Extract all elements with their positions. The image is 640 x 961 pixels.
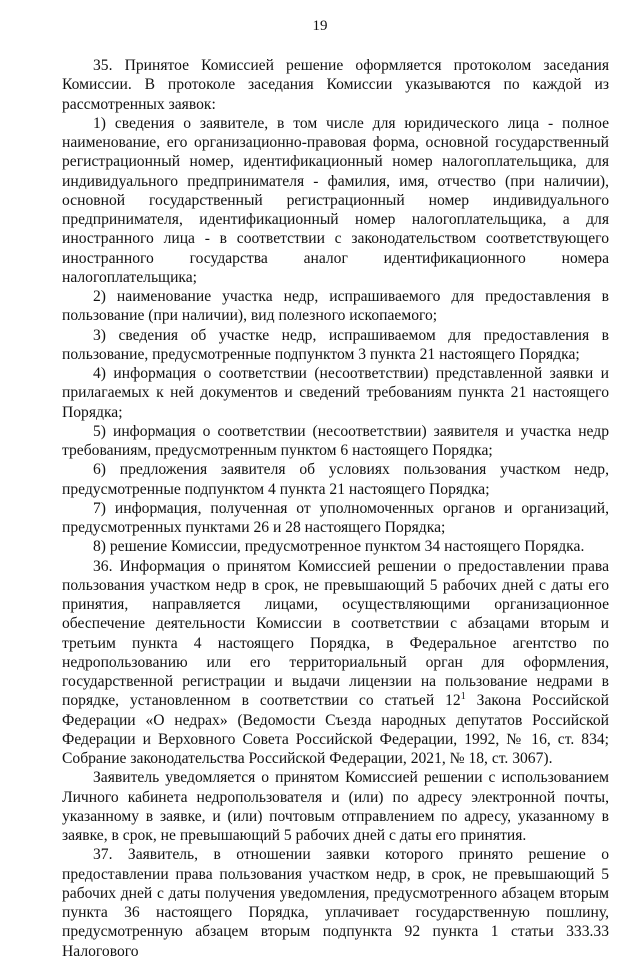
list-item-1: 1) сведения о заявителе, в том числе для юридического лица - полное наименование, его организационно-правовая форма, основной государственный регистрационный номер, идентификационный номер налогоплательщика, для индивидуального предпринимателя - фамилия, имя, отчество (при наличии), основной государственный регистрационный номер индивидуального предпринимателя, идентификационный номер налогоплательщика, а для иностранного лица - в соответствии с законодательством соответствующего иностранного государства аналог идентификационного номера налогоплательщика; — [62, 114, 609, 286]
page-number: 19 — [312, 18, 328, 34]
list-item-6: 6) предложения заявителя об условиях пользования участком недр, предусмотренные подпунктом 4 пункта 21 настоящего Порядка; — [62, 461, 609, 498]
list-item-7: 7) информация, полученная от уполномоченных органов и организаций, предусмотренных пунктами 26 и 28 настоящего Порядка; — [62, 499, 609, 536]
list-item-2: 2) наименование участка недр, испрашиваемого для предоставления в пользование (при наличии), вид полезного ископаемого; — [62, 288, 609, 325]
paragraph-notification: Заявитель уведомляется о принятом Комиссией решении с использованием Личного кабинета недропользователя и (или) по адресу электронной почты, указанному в заявке, и (или) почтовым отправлением по адресу, указанному в заявке, в срок, не превышающий 5 рабочих дней с даты его принятия. — [62, 769, 609, 844]
paragraph-37: 37. Заявитель, в отношении заявки которого принято решение о предоставлении права пользования участком недр, в срок, не превышающий 5 рабочих дней с даты получения уведомления, предусмотренного абзацем вторым пункта 36 настоящего Порядка, уплачивает государственную пошлину, предусмотренную абзацем вторым подпункта 92 пункта 1 статьи 333.33 Налогового — [62, 846, 609, 960]
list-item-8: 8) решение Комиссии, предусмотренное пунктом 34 настоящего Порядка. — [93, 538, 585, 556]
list-item-4: 4) информация о соответствии (несоответствии) представленной заявки и прилагаемых к ней документов и сведений требованиям пункта 21 настоящего Порядка; — [62, 365, 609, 421]
paragraph-36-text-continued: Закона Российской Федерации «О недрах» (Ведомости Съезда народных депутатов Российской Федерации и Верховного Совета Российской Федерации, 1992, № 16, ст. 834; Собрание законодательства Российской Федерации, 2021, № 18, ст. 3067). — [62, 692, 609, 767]
paragraph-35: 35. Принятое Комиссией решение оформляется протоколом заседания Комиссии. В протоколе заседания Комиссии указываются по каждой из рассмотренных заявок: — [62, 57, 609, 113]
paragraph-36-text: 36. Информация о принятом Комиссией решении о предоставлении права пользования участком недр в срок, не превышающий 5 рабочих дней с даты его принятия, направляется лицами, осуществляющими организационное обеспечение деятельности Комиссии в соответствии с абзацами вторым и третьим пункта 4 настоящего Порядка, в Федеральное агентство по недропользованию или его территориальный орган для оформления, государственной регистрации и выдачи лицензии на пользование недрами в порядке, установленном в соответствии со статьей 12 — [62, 557, 609, 710]
paragraph-36 — [62, 557, 609, 769]
article-superscript: 1 — [460, 691, 466, 703]
list-item-3: 3) сведения об участке недр, испрашиваемом для предоставления в пользование, предусмотренные подпунктом 3 пункта 21 настоящего Порядка; — [62, 326, 609, 363]
list-item-5: 5) информация о соответствии (несоответствии) заявителя и участка недр требованиям, предусмотренным пунктом 6 настоящего Порядка; — [62, 422, 609, 459]
